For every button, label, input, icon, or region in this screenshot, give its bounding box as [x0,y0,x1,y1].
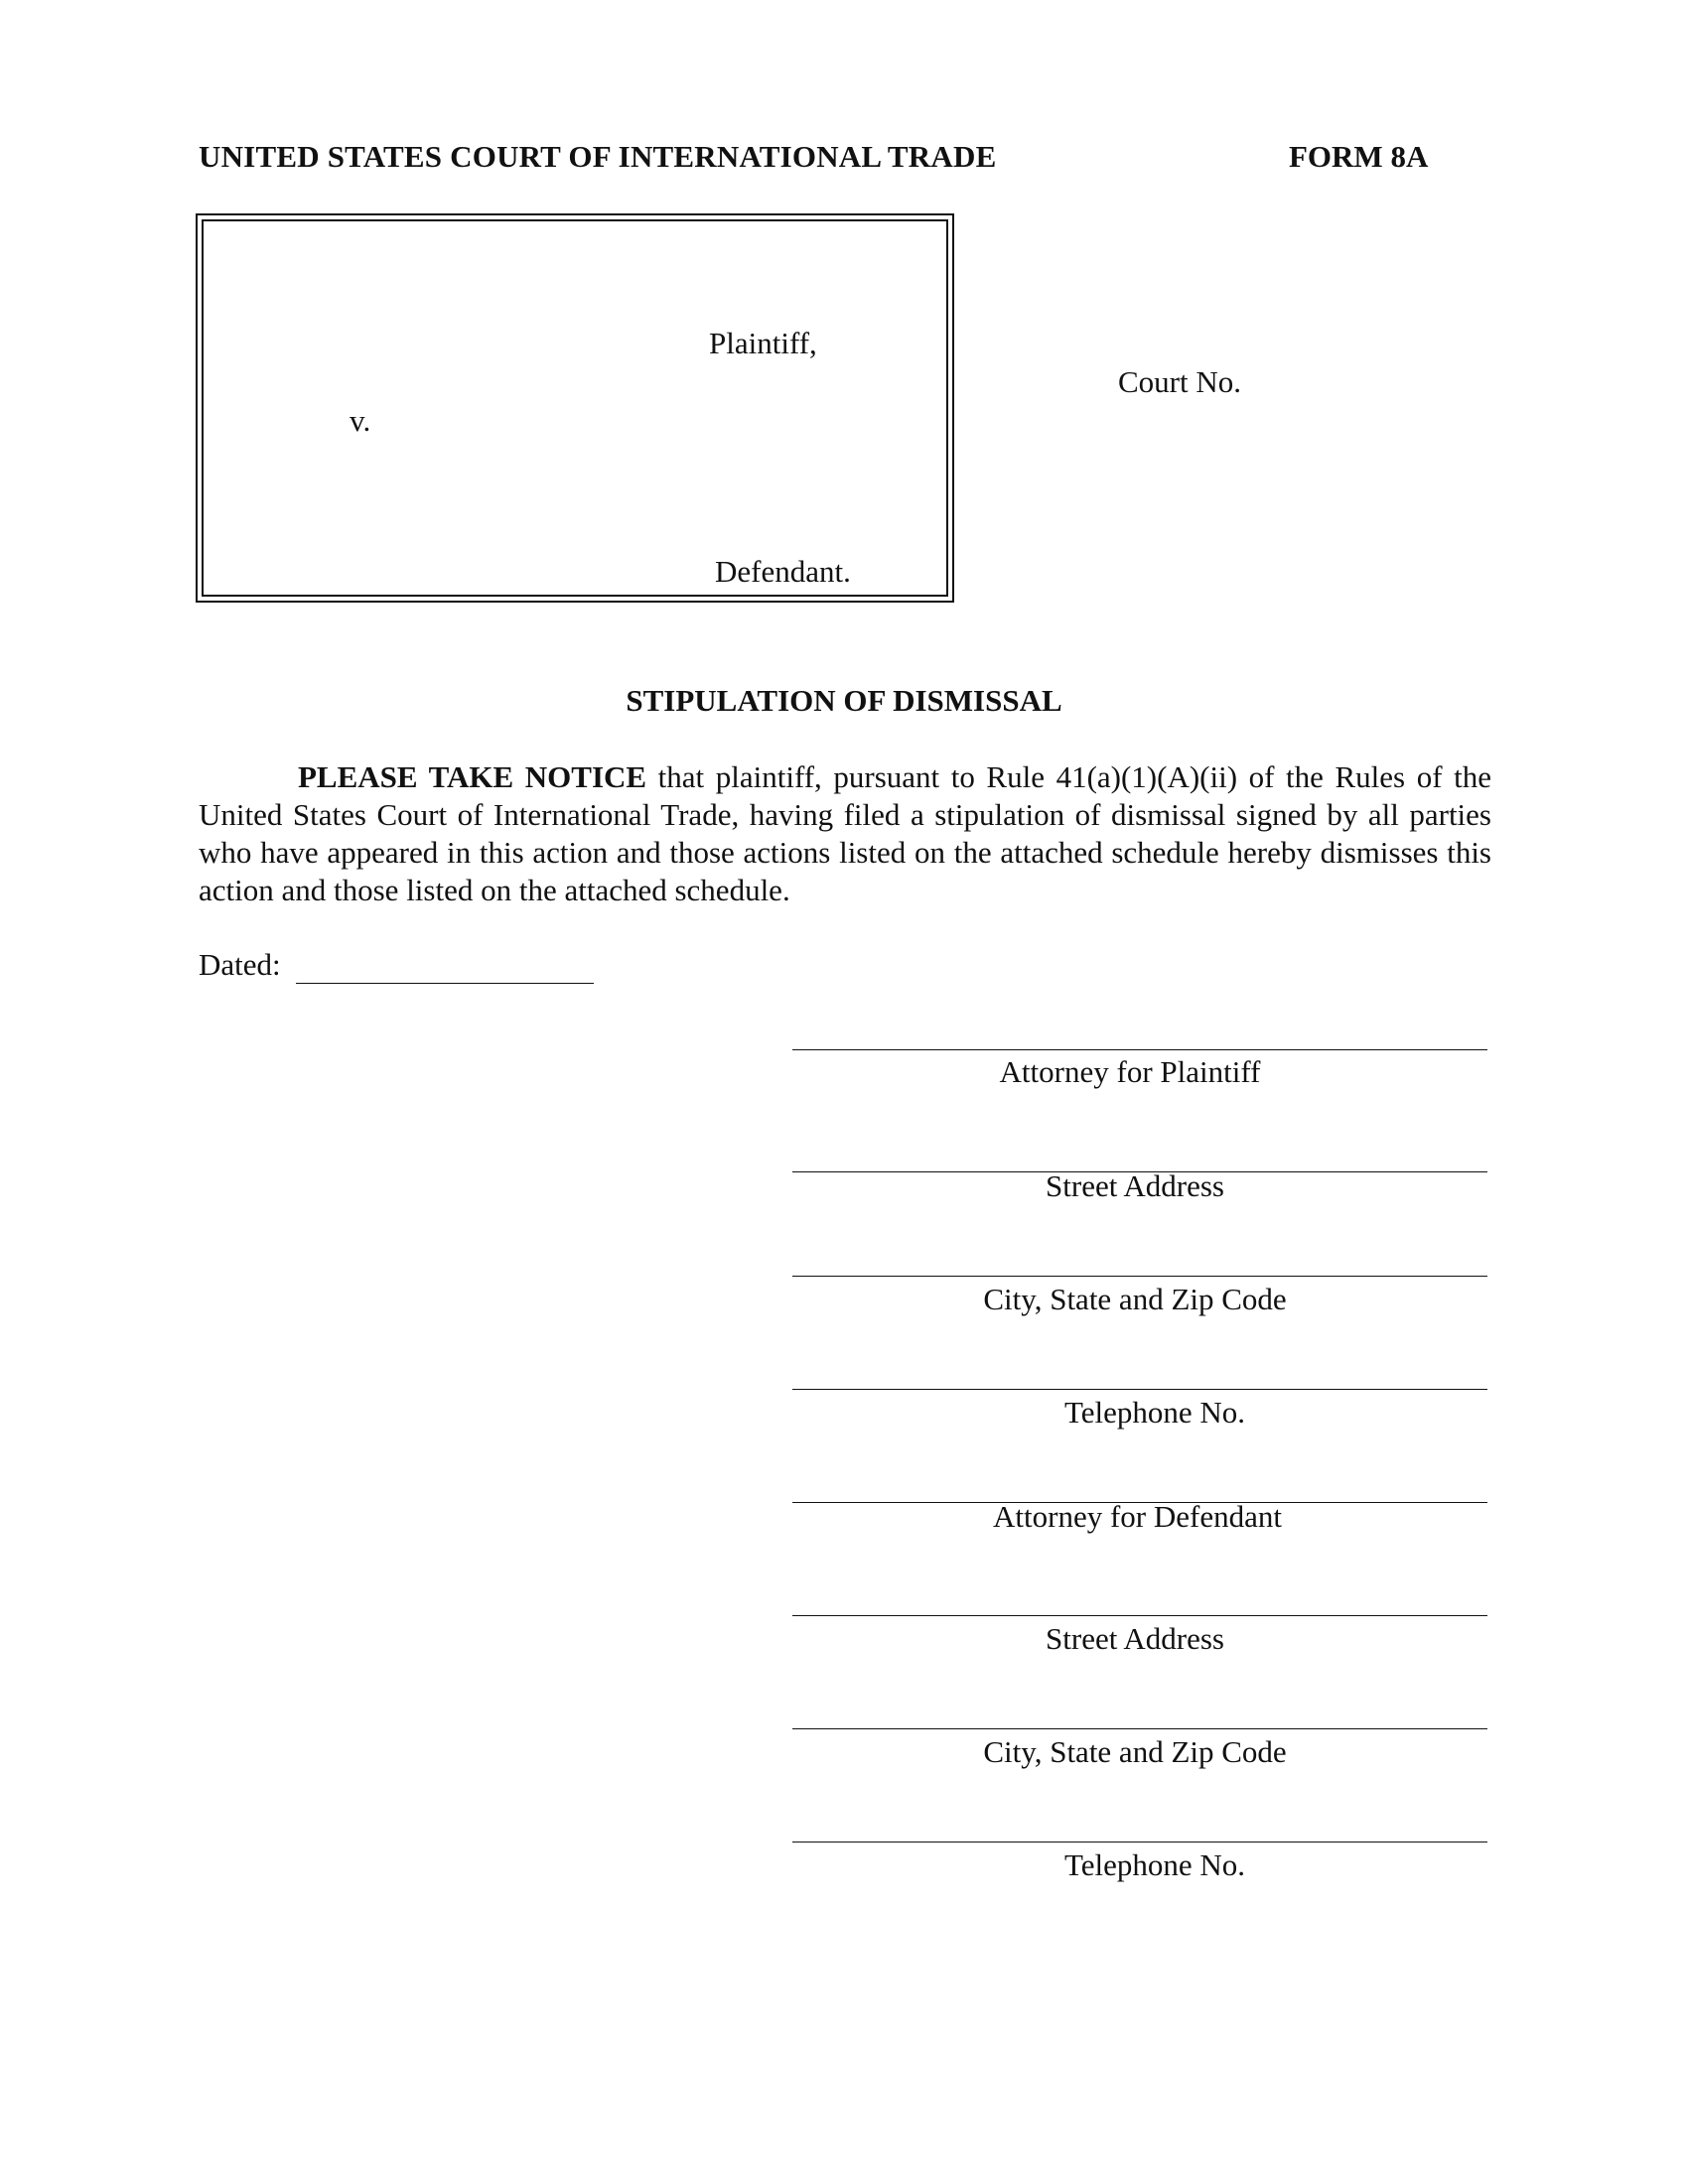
plaintiff-phone-label: Telephone No. [1063,1395,1246,1430]
defendant-phone-label: Telephone No. [1063,1847,1246,1882]
plaintiff-city-label: City, State and Zip Code [983,1282,1287,1316]
defendant-street-line[interactable] [792,1615,1487,1616]
document-heading: STIPULATION OF DISMISSAL [626,683,1062,718]
court-number-label: Court No. [1118,364,1241,399]
plaintiff-attorney-signature-line[interactable] [792,1049,1487,1050]
dated-blank-line[interactable] [296,983,594,984]
plaintiff-label: Plaintiff, [709,326,817,360]
defendant-city-label: City, State and Zip Code [983,1734,1287,1769]
notice-body: that plaintiff, pursuant to Rule 41(a)(1)(A)(ii) of the Rules of the United States Court of International Trade, having filed a stipulation of dismissal signed by all parties who have appeared in this action and those actions listed on the attached schedule hereby dismisses this action and those listed on the attached schedule. [199,759,1491,907]
notice-lead: PLEASE TAKE NOTICE [298,759,647,794]
notice-paragraph [199,758,1491,909]
defendant-attorney-label: Attorney for Defendant [993,1499,1282,1534]
plaintiff-city-line[interactable] [792,1276,1487,1277]
defendant-label: Defendant. [715,554,851,589]
versus-label: v. [350,403,371,438]
plaintiff-attorney-label: Attorney for Plaintiff [999,1054,1261,1089]
plaintiff-phone-line[interactable] [792,1389,1487,1390]
defendant-phone-line[interactable] [792,1842,1487,1843]
court-title: UNITED STATES COURT OF INTERNATIONAL TRADE [199,139,997,174]
form-number: FORM 8A [1289,139,1429,174]
plaintiff-street-label: Street Address [1046,1168,1224,1203]
dated-label: Dated: [199,947,281,982]
defendant-city-line[interactable] [792,1728,1487,1729]
caption-box-inner-border [202,219,948,597]
defendant-street-label: Street Address [1046,1621,1224,1656]
